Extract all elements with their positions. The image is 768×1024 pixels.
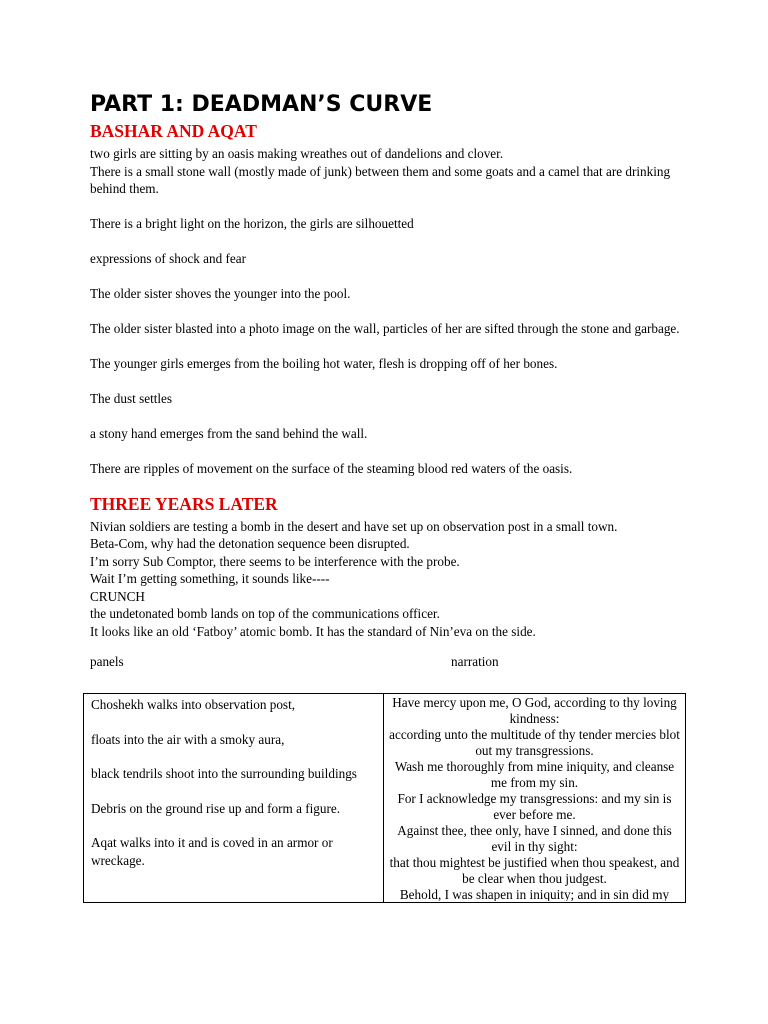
narration-line: according unto the multitude of thy tender mercies blot out my transgressions.	[389, 727, 680, 758]
script-line: CRUNCH	[90, 588, 145, 604]
paragraph: There is a small stone wall (mostly made of junk) between them and some goats and a camel that are drinking behind them.	[90, 163, 671, 196]
paragraph: There are ripples of movement on the surface of the steaming blood red waters of the oasis.	[90, 461, 573, 476]
panels-cell	[84, 694, 384, 903]
paragraph: two girls are sitting by an oasis making wreathes out of dandelions and clover.	[90, 146, 504, 161]
narration-line: Wash me thoroughly from mine iniquity, and cleanse me from my sin.	[394, 759, 675, 790]
table-row	[84, 694, 686, 903]
script-line: It looks like an old ‘Fatboy’ atomic bomb. It has the standard of Nin’eva on the side.	[90, 623, 536, 639]
narration-cell	[384, 694, 686, 903]
panel-line: Aqat walks into it and is coved in an armor or wreckage.	[91, 835, 333, 868]
paragraph: The older sister shoves the younger into the pool.	[90, 286, 351, 301]
table-caption-row	[90, 655, 690, 669]
document-page	[90, 92, 690, 669]
section-heading-bashar-aqat: BASHAR AND AQAT	[90, 121, 257, 141]
table-header-panels: panels	[90, 654, 124, 669]
paragraph: The dust settles	[90, 391, 173, 406]
panel-line: floats into the air with a smoky aura,	[91, 731, 285, 747]
panel-line: black tendrils shoot into the surrounding buildings	[91, 766, 357, 781]
script-line: the undetonated bomb lands on top of the communications officer.	[90, 606, 440, 621]
paragraph: There is a bright light on the horizon, the girls are silhouetted	[90, 216, 414, 231]
script-line: Nivian soldiers are testing a bomb in the desert and have set up on observation post in a small town.	[90, 518, 618, 534]
paragraph: The older sister blasted into a photo image on the wall, particles of her are sifted through the stone and garbage.	[90, 321, 680, 336]
panel-line: Debris on the ground rise up and form a figure.	[91, 800, 341, 816]
script-line: Beta-Com, why had the detonation sequence been disrupted.	[90, 536, 410, 551]
page-title: PART 1: DEADMAN’S CURVE	[90, 92, 433, 117]
narration-line: Against thee, thee only, have I sinned, and done this evil in thy sight:	[397, 823, 672, 854]
paragraph: a stony hand emerges from the sand behind the wall.	[90, 426, 368, 441]
panel-line: Choshekh walks into observation post,	[91, 697, 296, 712]
narration-line: For I acknowledge my transgressions: and my sin is ever before me.	[397, 791, 672, 822]
narration-line: that thou mightest be justified when thou speakest, and be clear when thou judgest.	[389, 855, 680, 886]
table-header-narration: narration	[451, 654, 499, 669]
section-heading-three-years-later: THREE YEARS LATER	[90, 493, 278, 514]
narration-line: Have mercy upon me, O God, according to thy loving kindness:	[392, 695, 677, 726]
paragraph: The younger girls emerges from the boiling hot water, flesh is dropping off of her bones.	[90, 356, 558, 371]
paragraph: expressions of shock and fear	[90, 251, 247, 266]
script-line: I’m sorry Sub Comptor, there seems to be interference with the probe.	[90, 553, 460, 569]
script-line: Wait I’m getting something, it sounds like----	[90, 571, 330, 586]
narration-line: Behold, I was shapen in iniquity; and in sin did my	[399, 887, 670, 901]
panels-narration-table	[83, 693, 686, 903]
